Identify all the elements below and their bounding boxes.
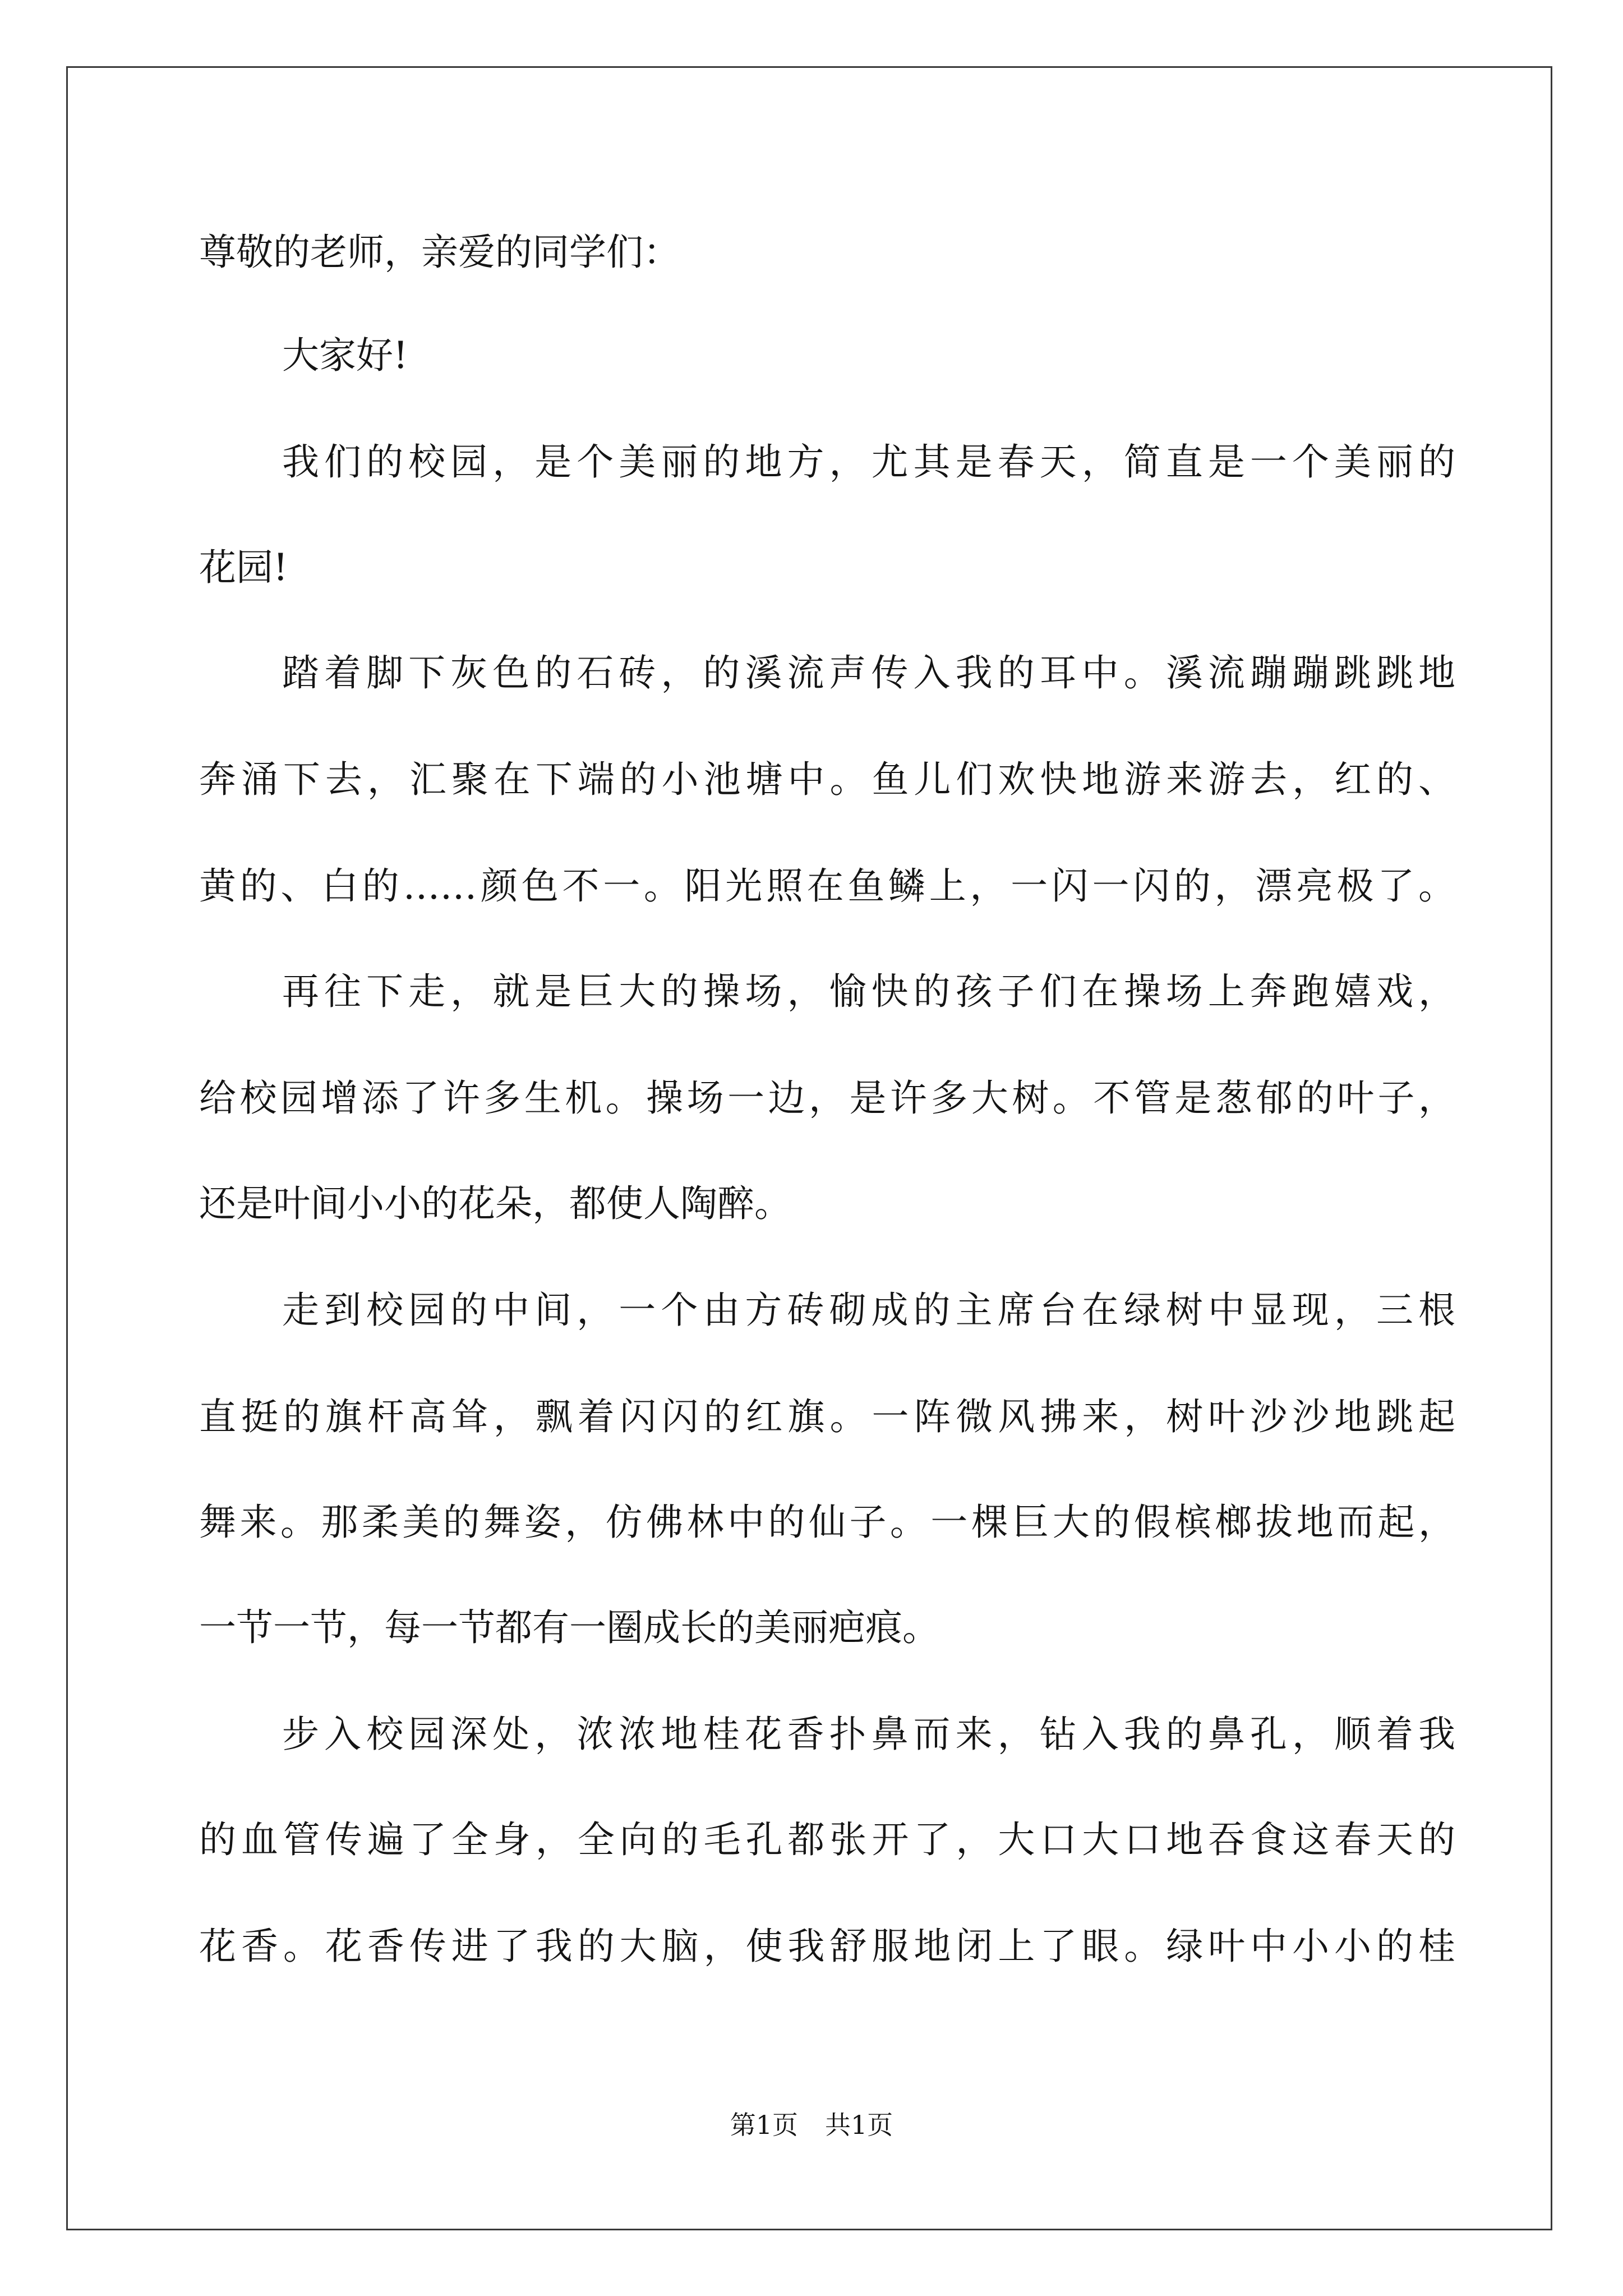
paragraph-line: 的血管传遍了全身，全向的毛孔都张开了，大口大口地吞食这春天的 [199, 1818, 1455, 1861]
paragraph-line: 花园! [199, 546, 288, 589]
paragraph-line: 直挺的旗杆高耸，飘着闪闪的红旗。一阵微风拂来，树叶沙沙地跳起 [199, 1395, 1455, 1438]
paragraph-line: 给校园增添了许多生机。操场一边，是许多大树。不管是葱郁的叶子， [199, 1076, 1455, 1120]
paragraph-line: 我们的校园，是个美丽的地方，尤其是春天，简直是一个美丽的 [282, 440, 1455, 484]
page-total: 共1页 [825, 2110, 893, 2140]
paragraph-line: 还是叶间小小的花朵，都使人陶醉。 [199, 1182, 791, 1225]
paragraph-line: 踏着脚下灰色的石砖，的溪流声传入我的耳中。溪流蹦蹦跳跳地 [282, 651, 1455, 694]
page-footer [0, 2108, 1623, 2142]
paragraph-line: 再往下走，就是巨大的操场，愉快的孩子们在操场上奔跑嬉戏， [282, 970, 1455, 1013]
paragraph-line: 奔涌下去，汇聚在下端的小池塘中。鱼儿们欢快地游来游去，红的、 [199, 758, 1455, 801]
paragraph-line: 舞来。那柔美的舞姿，仿佛林中的仙子。一棵巨大的假槟榔拔地而起， [199, 1501, 1455, 1544]
paragraph-line: 走到校园的中间，一个由方砖砌成的主席台在绿树中显现，三根 [282, 1289, 1455, 1332]
paragraph-line: 步入校园深处，浓浓地桂花香扑鼻而来，钻入我的鼻孔，顺着我 [282, 1713, 1455, 1756]
paragraph-line: 一节一节，每一节都有一圈成长的美丽疤痕。 [199, 1606, 939, 1649]
page-border [66, 66, 1552, 2230]
paragraph-line: 花香。花香传进了我的大脑，使我舒服地闭上了眼。绿叶中小小的桂 [199, 1925, 1455, 1968]
greeting-line: 大家好! [282, 334, 408, 377]
paragraph-line: 黄的、白的……颜色不一。阳光照在鱼鳞上，一闪一闪的，漂亮极了。 [199, 864, 1455, 908]
salutation-line: 尊敬的老师，亲爱的同学们： [199, 231, 680, 274]
page-number: 第1页 [730, 2110, 798, 2140]
